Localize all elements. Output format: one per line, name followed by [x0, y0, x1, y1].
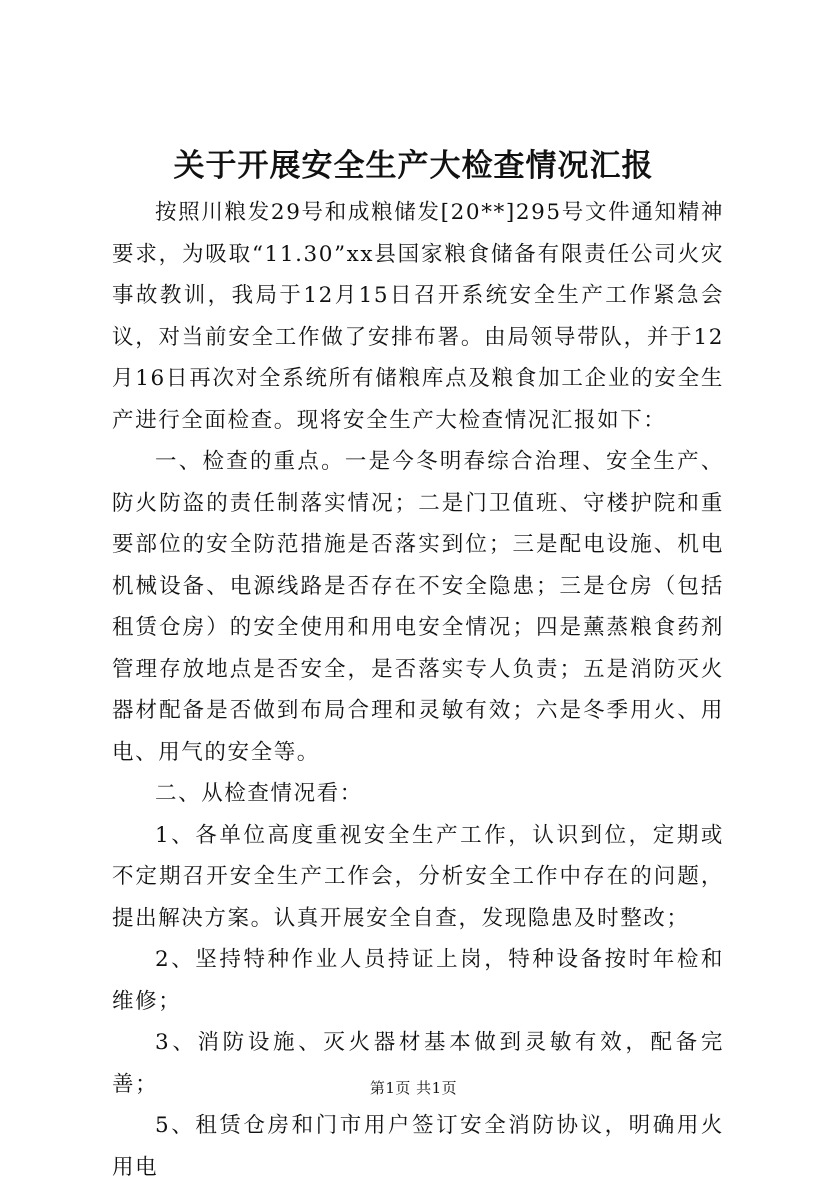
paragraph-inspection-focus: 一、检查的重点。一是今冬明春综合治理、安全生产、防火防盗的责任制落实情况；二是门卫值班、守楼护院和重要部位的安全防范措施是否落实到位；三是配电设施、机电机械设备、电源线路是否存在不安全隐患；三是仓房（包括租赁仓房）的安全使用和用电安全情况；四是薰蒸粮食药剂管理存放地点是否安全，是否落实专人负责；五是消防灭火器材配备是否做到布局合理和灵敏有效；六是冬季用火、用电、用气的安全等。 — [112, 449, 724, 765]
paragraph-item-3: 3、消防设施、灭火器材基本做到灵敏有效，配备完善； — [112, 1030, 724, 1097]
paragraph-section-two-heading: 二、从检查情况看： — [155, 781, 363, 806]
document-body — [112, 192, 724, 1188]
page-number-footer: 第1页 共1页 — [369, 1079, 458, 1097]
paragraph-item-1: 1、各单位高度重视安全生产工作，认识到位，定期或不定期召开安全生产工作会，分析安全工作中存在的问题，提出解决方案。认真开展安全自查，发现隐患及时整改； — [112, 822, 724, 931]
document-title: 关于开展安全生产大检查情况汇报 — [173, 148, 654, 184]
paragraph-item-5: 5、租赁仓房和门市用户签订安全消防协议，明确用火用电 — [112, 1113, 724, 1180]
paragraph-intro: 按照川粮发29号和成粮储发[20**]295号文件通知精神要求，为吸取“11.30”xx县国家粮食储备有限责任公司火灾事故教训，我局于12月15日召开系统安全生产工作紧急会议，对当前安全工作做了安排布署。由局领导带队，并于12月16日再次对全系统所有储粮库点及粮食加工企业的安全生产进行全面检查。现将安全生产大检查情况汇报如下： — [112, 200, 724, 433]
paragraph-item-2: 2、坚持特种作业人员持证上岗，特种设备按时年检和维修； — [112, 947, 724, 1014]
